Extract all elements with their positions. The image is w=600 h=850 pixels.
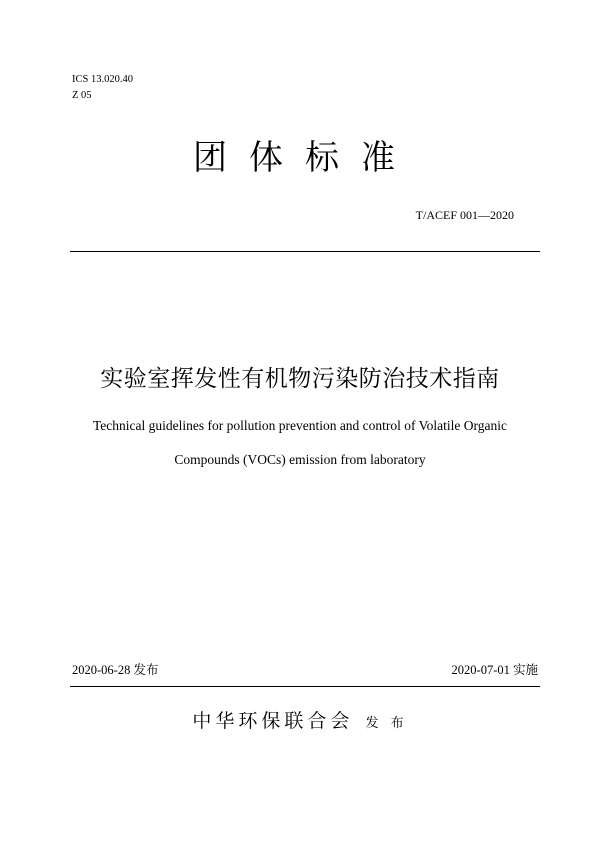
publisher-name: 中华环保联合会 <box>192 710 354 732</box>
ccs-code: Z 05 <box>72 90 92 101</box>
document-title-en-line2: Compounds (VOCs) emission from laboratory <box>174 452 426 467</box>
issue-date: 2020-06-28 发布 <box>72 663 159 677</box>
top-divider <box>70 251 540 252</box>
classification-codes <box>72 72 133 104</box>
implementation-date: 2020-07-01 实施 <box>451 663 538 677</box>
document-title-en-line1: Technical guidelines for pollution prevention and control of Volatile Organic <box>92 418 508 433</box>
standard-type-heading: 团体标准 <box>193 138 417 178</box>
ics-code: ICS 13.020.40 <box>72 74 133 85</box>
publish-action: 发 布 <box>365 716 408 731</box>
bottom-divider <box>70 686 540 687</box>
standard-code: T/ACEF 001—2020 <box>415 208 514 222</box>
publisher-line <box>0 706 600 733</box>
document-title-cn: 实验室挥发性有机物污染防治技术指南 <box>100 366 500 392</box>
